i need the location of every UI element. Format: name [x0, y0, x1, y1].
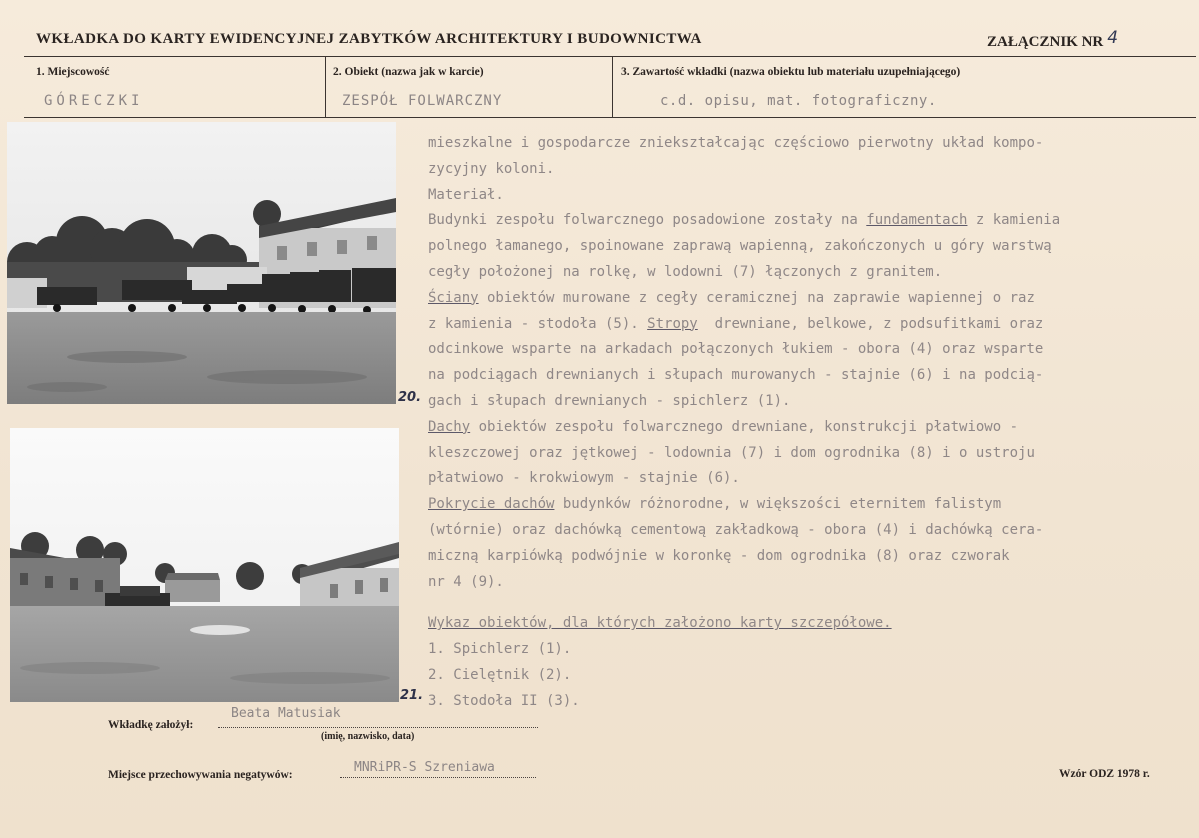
header-rule [24, 56, 1196, 57]
desc-line: nr 4 (9). [428, 573, 504, 590]
keyword-foundations: fundamentach [866, 212, 968, 229]
desc-line: na podciągach drewnianych i słupach murowanych - stajnie (6) i na podcią- [428, 367, 1044, 384]
locality-value: GÓRECZKI [44, 93, 144, 109]
photo-2-number: 21. [400, 688, 424, 703]
object-value: ZESPÓŁ FOLWARCZNY [342, 93, 503, 109]
author-label: Wkładkę założył: [108, 719, 194, 731]
desc-line [428, 415, 1188, 441]
desc-text: obiektów zespołu folwarcznego drewniane, konstrukcji płatwiowo - [470, 418, 1019, 435]
desc-text: drewniane, belkowe, z podsufitkami oraz [697, 315, 1044, 332]
desc-line: (wtórnie) oraz dachówką cementową zakładkową - obora (4) i dachówką cera- [428, 521, 1044, 538]
list-item: 3. Stodoła II (3). [428, 692, 580, 709]
desc-line [428, 208, 1188, 234]
desc-line: cegły położonej na rolkę, w lodowni (7) łączonych z granitem. [428, 263, 943, 280]
desc-line: mieszkalne i gospodarcze zniekształcając częściowo pierwotny układ kompo- [428, 135, 1044, 151]
desc-line [428, 312, 1188, 338]
author-value: Beata Matusiak [231, 706, 341, 721]
keyword-ceilings: Stropy [647, 315, 698, 332]
author-hint: (imię, nazwisko, data) [321, 731, 415, 742]
form-label: Wzór ODZ 1978 r. [1059, 768, 1150, 780]
fields-rule [24, 117, 1196, 118]
photo-1-number: 20. [398, 390, 422, 405]
desc-line [428, 286, 1188, 312]
desc-text: z kamienia [967, 212, 1061, 229]
desc-line: kleszczowej oraz jętkowej - lodownia (7) i dom ogrodnika (8) i o ustroju [428, 444, 1035, 461]
section-heading-material: Materiał. [428, 186, 504, 203]
desc-text: z kamienia - stodoła (5). [428, 315, 648, 332]
desc-text: obiektów murowane z cegły ceramicznej na zaprawie wapiennej o raz [478, 289, 1035, 306]
desc-line: odcinkowe wsparte na arkadach połączonych łukiem - obora (4) oraz wsparte [428, 341, 1044, 358]
desc-text: budynków różnorodne, w większości eternitem falistym [554, 496, 1002, 513]
annex-label-text: ZAŁĄCZNIK NR [987, 34, 1104, 50]
keyword-roof-covering: Pokrycie dachów [428, 496, 555, 513]
content-value: c.d. opisu, mat. fotograficzny. [660, 93, 937, 109]
desc-line: polnego łamanego, spoinowane zaprawą wapienną, zakończonych u góry warstwą [428, 238, 1052, 255]
annex-label [987, 28, 1119, 51]
card-title: WKŁADKA DO KARTY EWIDENCYJNEJ ZABYTKÓW ARCHITEKTURY I BUDOWNICTWA [36, 31, 702, 47]
photo-farm-yard-buildings [10, 428, 399, 702]
annex-number: 4 [1107, 28, 1119, 48]
desc-line [428, 492, 1188, 518]
desc-line: miczną karpiówką podwójnie w koronkę - dom ogrodnika (8) oraz czworak [428, 547, 1010, 564]
author-line [218, 727, 538, 728]
field-divider-2 [612, 56, 613, 117]
content-label: 3. Zawartość wkładki (nazwa obiektu lub materiału uzupełniającego) [621, 66, 961, 78]
list-item: 1. Spichlerz (1). [428, 641, 572, 658]
field-divider-1 [325, 56, 326, 117]
photo-1-image [7, 122, 396, 404]
storage-label: Miejsce przechowywania negatywów: [108, 769, 293, 781]
desc-line: płatwiowo - krokwiowym - stajnie (6). [428, 470, 740, 487]
photo-2-image [10, 428, 399, 702]
keyword-walls: Ściany [428, 289, 479, 306]
objects-list-title: Wykaz obiektów, dla których założono karty szczepółowe. [428, 615, 892, 632]
photo-farm-yard-trailers [7, 122, 396, 404]
desc-text: Budynki zespołu folwarcznego posadowione zostały na [428, 212, 867, 229]
spacer [428, 595, 1188, 611]
keyword-roofs: Dachy [428, 418, 471, 435]
object-label: 2. Obiekt (nazwa jak w karcie) [333, 66, 484, 78]
storage-line [340, 777, 536, 778]
description-text [428, 131, 1188, 715]
storage-value: MNRiPR-S Szreniawa [354, 760, 495, 775]
list-item: 2. Cielętnik (2). [428, 666, 572, 683]
desc-line: zycyjny koloni. [428, 160, 555, 177]
desc-line: gach i słupach drewnianych - spichlerz (1). [428, 392, 791, 409]
locality-label: 1. Miejscowość [36, 66, 110, 78]
